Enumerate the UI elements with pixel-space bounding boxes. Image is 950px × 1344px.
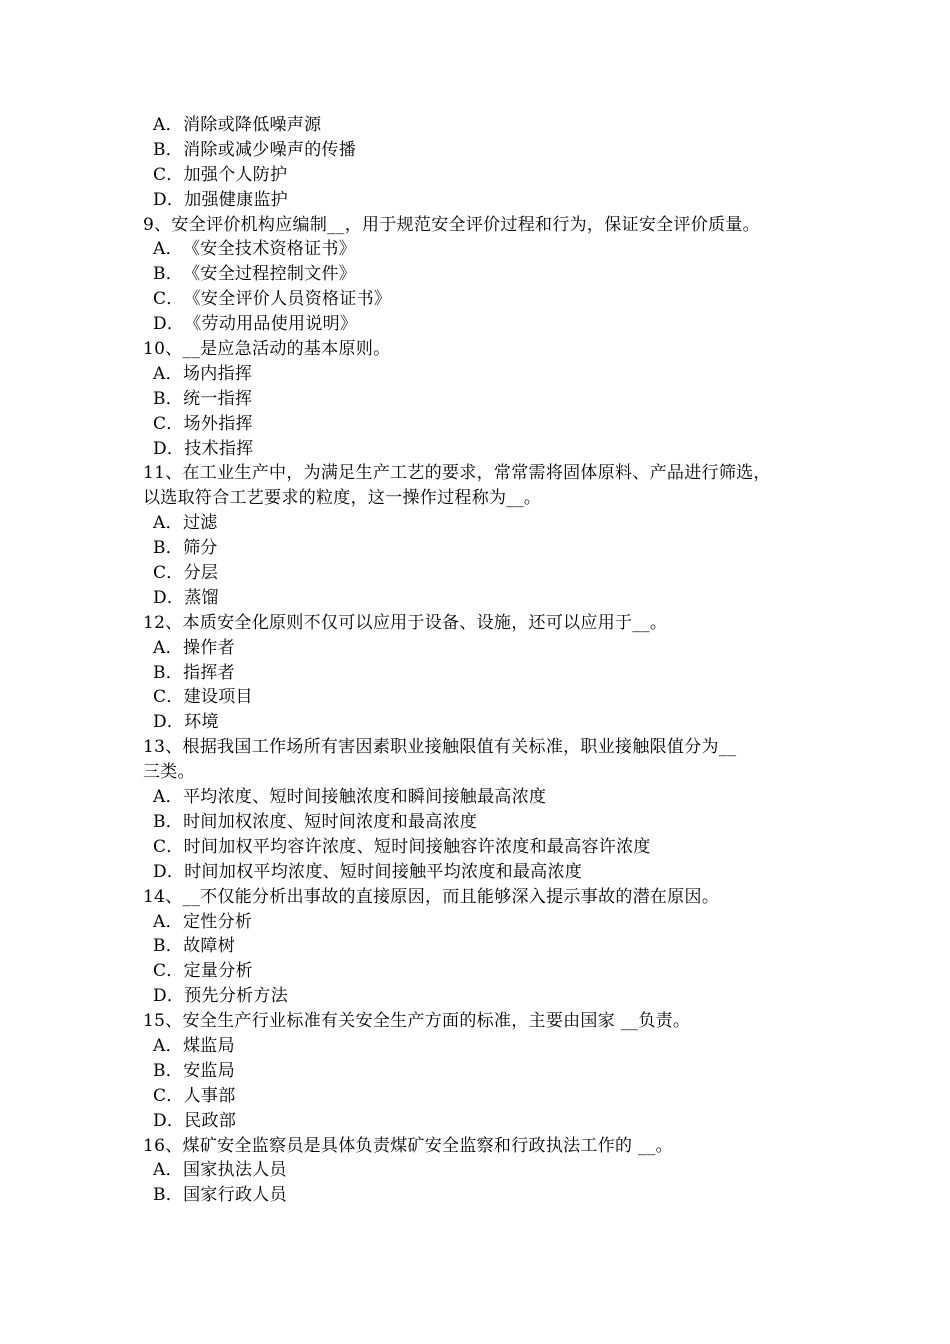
option-text: 定性分析: [183, 911, 253, 932]
option-text: 时间加权平均容许浓度、短时间接触容许浓度和最高容许浓度: [183, 836, 651, 857]
answer-option: [143, 835, 815, 860]
option-text: 蒸馏: [184, 587, 219, 608]
question-text: 10、__是应急活动的基本原则。: [143, 339, 391, 360]
option-text: 消除或降低噪声源: [183, 115, 322, 135]
option-letter: C．: [153, 563, 184, 584]
answer-option: [143, 685, 815, 710]
option-letter: A．: [153, 911, 183, 932]
option-letter: B．: [153, 662, 184, 683]
option-text: 国家执法人员: [183, 1160, 287, 1181]
option-letter: B．: [153, 264, 184, 285]
option-letter: C．: [153, 687, 184, 708]
option-letter: A．: [153, 513, 183, 534]
answer-option: [143, 1059, 815, 1084]
option-text: 加强健康监护: [184, 189, 289, 210]
option-letter: C．: [153, 164, 184, 185]
answer-option: [143, 1084, 815, 1109]
option-letter: C．: [153, 413, 184, 434]
answer-option: [143, 860, 815, 885]
answer-option: [143, 561, 815, 586]
option-letter: B．: [153, 139, 184, 160]
answer-option: [143, 984, 815, 1009]
answer-option: [143, 1034, 815, 1059]
answer-option: [143, 586, 815, 611]
answer-option: [143, 536, 815, 561]
option-text: 《安全评价人员资格证书》: [183, 289, 392, 310]
option-letter: B．: [153, 811, 184, 832]
option-text: 场外指挥: [183, 413, 253, 434]
option-text: 《安全过程控制文件》: [183, 264, 357, 285]
answer-option: [143, 1158, 815, 1183]
answer-option: [143, 910, 815, 935]
option-text: 国家行政人员: [183, 1185, 287, 1206]
option-letter: B．: [153, 388, 184, 409]
option-letter: A．: [153, 115, 183, 135]
question-text: 14、__不仅能分析出事故的直接原因，而且能够深入提示事故的潜在原因。: [143, 886, 720, 907]
question-text: 12、本质安全化原则不仅可以应用于设备、设施，还可以应用于__。: [143, 612, 668, 633]
option-text: 时间加权平均浓度、短时间接触平均浓度和最高浓度: [184, 861, 583, 882]
option-text: 预先分析方法: [184, 986, 289, 1007]
option-text: 定量分析: [183, 961, 253, 982]
option-letter: B．: [153, 1060, 184, 1081]
answer-option: [143, 810, 815, 835]
option-letter: C．: [153, 289, 184, 310]
option-text: 民政部: [184, 1110, 237, 1131]
option-text: 场内指挥: [183, 363, 253, 384]
question-text: 13、根据我国工作场所有害因素职业接触限值有关标准，职业接触限值分为__: [143, 737, 737, 758]
option-letter: A．: [153, 1035, 183, 1056]
answer-option: [143, 511, 815, 536]
option-letter: A．: [153, 1160, 183, 1181]
option-letter: D．: [153, 712, 185, 733]
option-text: 加强个人防护: [183, 164, 288, 185]
option-text: 技术指挥: [184, 438, 254, 459]
answer-option: [143, 1183, 815, 1208]
question-text: 9、安全评价机构应编制__，用于规范安全评价过程和行为，保证安全评价质量。: [143, 214, 760, 235]
answer-option: [143, 188, 815, 213]
option-letter: D．: [153, 587, 185, 608]
option-text: 筛分: [183, 538, 218, 559]
answer-option: [143, 287, 815, 312]
document-page: [143, 113, 815, 1208]
option-text: 操作者: [183, 637, 235, 658]
option-letter: D．: [153, 986, 185, 1007]
option-text: 时间加权浓度、短时间浓度和最高浓度: [183, 811, 478, 832]
option-text: 煤监局: [183, 1035, 235, 1056]
answer-option: [143, 138, 815, 163]
option-letter: C．: [153, 961, 184, 982]
answer-option: [143, 237, 815, 262]
answer-option: [143, 710, 815, 735]
answer-option: [143, 412, 815, 437]
question-text: 三类。: [143, 762, 195, 783]
answer-option: [143, 934, 815, 959]
answer-option: [143, 362, 815, 387]
option-letter: C．: [153, 1085, 184, 1106]
option-letter: A．: [153, 787, 183, 808]
answer-option: [143, 959, 815, 984]
option-text: 故障树: [183, 936, 235, 957]
question-text: 15、安全生产行业标准有关安全生产方面的标准，主要由国家 __负责。: [143, 1011, 691, 1032]
answer-option: [143, 312, 815, 337]
option-text: 《劳动用品使用说明》: [184, 314, 358, 335]
option-letter: D．: [153, 1110, 185, 1131]
option-text: 《安全技术资格证书》: [183, 239, 356, 260]
answer-option: [143, 1109, 815, 1134]
option-letter: D．: [153, 861, 185, 882]
option-letter: B．: [153, 538, 184, 559]
option-letter: A．: [153, 363, 183, 384]
option-letter: B．: [153, 936, 184, 957]
answer-option: [143, 437, 815, 462]
option-text: 过滤: [183, 513, 218, 534]
option-letter: D．: [153, 314, 185, 335]
option-text: 安监局: [183, 1060, 235, 1081]
option-text: 分层: [183, 563, 219, 584]
option-letter: D．: [153, 438, 185, 459]
answer-option: [143, 636, 815, 661]
option-letter: B．: [153, 1185, 184, 1206]
option-text: 环境: [184, 712, 219, 733]
question-text: 以选取符合工艺要求的粒度，这一操作过程称为__。: [143, 488, 542, 509]
option-text: 指挥者: [183, 662, 235, 683]
option-text: 平均浓度、短时间接触浓度和瞬间接触最高浓度: [183, 787, 547, 808]
answer-option: [143, 262, 815, 287]
answer-option: [143, 387, 815, 412]
answer-option: [143, 661, 815, 686]
option-text: 建设项目: [183, 687, 253, 708]
option-text: 消除或减少噪声的传播: [183, 139, 357, 160]
option-text: 统一指挥: [183, 388, 253, 409]
option-letter: D．: [153, 189, 185, 210]
option-letter: C．: [153, 836, 184, 857]
option-text: 人事部: [183, 1085, 236, 1106]
option-letter: A．: [153, 637, 183, 658]
answer-option: [143, 113, 815, 138]
answer-option: [143, 785, 815, 810]
question-text: 11、在工业生产中，为满足生产工艺的要求，常常需将固体原料、产品进行筛选，: [143, 463, 771, 484]
question-text: 16、煤矿安全监察员是具体负责煤矿安全监察和行政执法工作的 __。: [143, 1135, 673, 1156]
answer-option: [143, 163, 815, 188]
option-letter: A．: [153, 239, 183, 260]
